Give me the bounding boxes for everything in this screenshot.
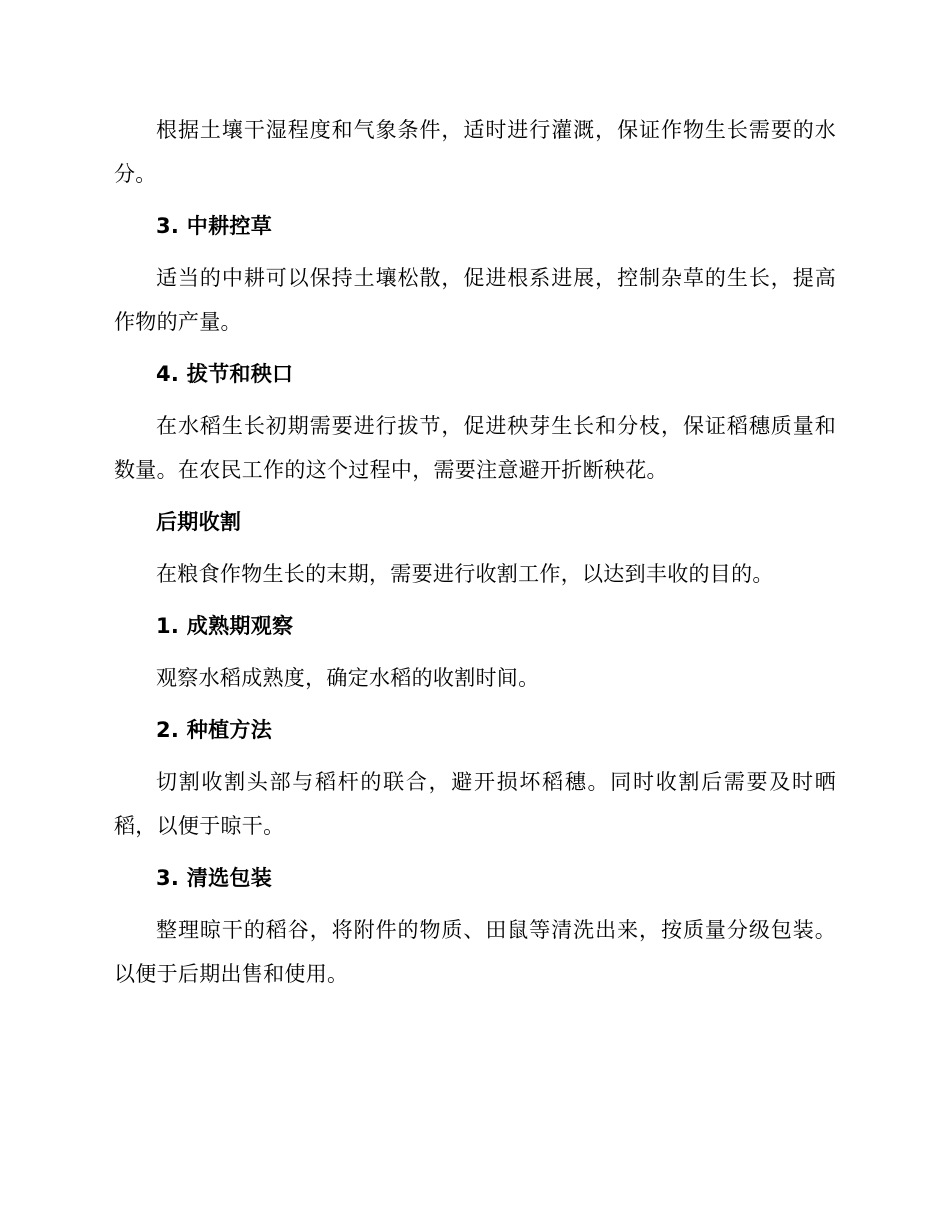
- heading-cultivation-weeding: 3. 中耕控草: [156, 214, 272, 238]
- paragraph-cultivation: 适当的中耕可以保持土壤松散，促进根系进展，控制杂草的生长，提高作物的产量。: [114, 266, 836, 334]
- heading-late-harvest: 后期收割: [156, 510, 242, 534]
- heading-maturity-observation: 1. 成熟期观察: [156, 614, 294, 638]
- paragraph-planting-method: 切割收割头部与稻杆的联合，避开损坏稻穗。同时收割后需要及时晒稻，以便于晾干。: [114, 770, 836, 838]
- heading-planting-method: 2. 种植方法: [156, 718, 272, 742]
- paragraph-irrigation: 根据土壤干湿程度和气象条件，适时进行灌溉，保证作物生长需要的水分。: [114, 118, 836, 186]
- paragraph-late-harvest: 在粮食作物生长的末期，需要进行收割工作，以达到丰收的目的。: [156, 562, 774, 586]
- paragraph-jointing: 在水稻生长初期需要进行拔节，促进秧芽生长和分枝，保证稻穗质量和数量。在农民工作的这个过程中，需要注意避开折断秧花。: [114, 414, 836, 482]
- paragraph-cleaning-packaging: 整理晾干的稻谷，将附件的物质、田鼠等清洗出来，按质量分级包装。以便于后期出售和使用。: [114, 918, 836, 986]
- heading-cleaning-packaging: 3. 清选包装: [156, 866, 272, 890]
- paragraph-maturity-observation: 观察水稻成熟度，确定水稻的收割时间。: [156, 666, 540, 690]
- heading-jointing: 4. 拔节和秧口: [156, 362, 294, 386]
